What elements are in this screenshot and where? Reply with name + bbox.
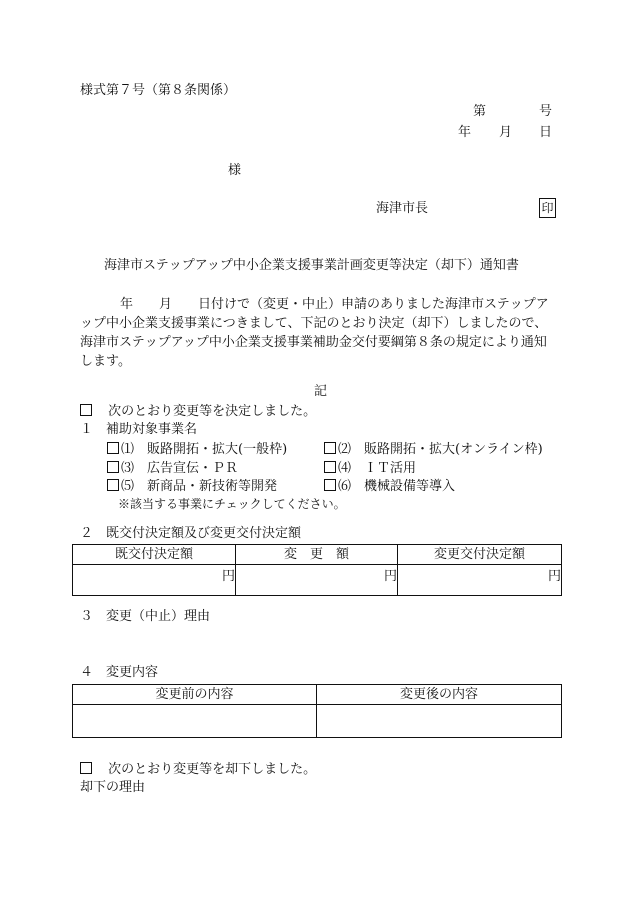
option-row — [107, 442, 287, 456]
issuer-name: 海津市長 — [376, 201, 429, 216]
section3-label: ３ 変更（中止）理由 — [80, 609, 211, 624]
reject-reason-label: 却下の理由 — [80, 780, 146, 795]
amount-header-change: 変 更 額 — [236, 545, 398, 565]
section1-label: １ 補助対象事業名 — [80, 422, 198, 437]
decision-row — [80, 404, 316, 418]
content-header-after: 変更後の内容 — [317, 685, 562, 705]
option-label-3: ⑶ 広告宣伝・ＰＲ — [121, 461, 239, 476]
body-line-3: 海津市ステップアップ中小企業支援事業補助金交付要綱第８条の規定により通知 — [80, 335, 547, 350]
doc-number-dai: 第 — [473, 104, 487, 119]
option-note: ※該当する事業にチェックしてください。 — [118, 497, 346, 511]
amount-cell-change[interactable]: 円 — [236, 565, 398, 596]
body-line-1: 年 月 日付けで（変更・中止）申請のありました海津市ステップア — [120, 297, 549, 312]
option-checkbox-5[interactable] — [107, 479, 119, 491]
date-day: 日 — [539, 125, 553, 140]
reject-row — [80, 762, 316, 776]
seal-stamp: 印 — [539, 198, 556, 218]
option-checkbox-6[interactable] — [324, 479, 336, 491]
option-label-2: ⑵ 販路開拓・拡大(オンライン枠) — [338, 442, 543, 457]
option-checkbox-2[interactable] — [324, 442, 336, 454]
doc-number-go: 号 — [539, 104, 553, 119]
option-label-5: ⑸ 新商品・新技術等開発 — [121, 479, 278, 494]
amount-cell-new[interactable]: 円 — [398, 565, 562, 596]
body-line-2: ップ中小企業支援事業につきまして、下記のとおり決定（却下）しましたので、 — [80, 316, 548, 331]
section4-label: ４ 変更内容 — [80, 665, 159, 680]
ki-heading: 記 — [314, 384, 328, 399]
section2-label: ２ 既交付決定額及び変更交付決定額 — [80, 526, 302, 541]
decision-label: 次のとおり変更等を決定しました。 — [108, 404, 317, 419]
option-label-1: ⑴ 販路開拓・拡大(一般枠) — [121, 442, 288, 457]
decision-checkbox[interactable] — [80, 404, 92, 416]
document-title: 海津市ステップアップ中小企業支援事業計画変更等決定（却下）通知書 — [104, 258, 519, 273]
reject-checkbox[interactable] — [80, 762, 92, 774]
option-label-4: ⑷ ＩＴ活用 — [338, 461, 417, 476]
option-row — [324, 479, 455, 493]
amount-cell-current[interactable]: 円 — [73, 565, 236, 596]
date-year: 年 — [458, 125, 472, 140]
option-row — [107, 461, 238, 475]
option-checkbox-4[interactable] — [324, 461, 336, 473]
amount-header-new: 変更交付決定額 — [398, 545, 562, 565]
body-paragraph — [80, 295, 580, 371]
amount-table — [72, 544, 562, 596]
content-cell-after[interactable] — [317, 705, 562, 738]
option-checkbox-1[interactable] — [107, 442, 119, 454]
option-label-6: ⑹ 機械設備等導入 — [338, 479, 456, 494]
option-row — [324, 442, 543, 456]
option-row — [324, 461, 416, 475]
addressee-suffix: 様 — [228, 163, 242, 178]
content-header-before: 変更前の内容 — [73, 685, 317, 705]
amount-header-current: 既交付決定額 — [73, 545, 236, 565]
date-month: 月 — [499, 125, 513, 140]
option-checkbox-3[interactable] — [107, 461, 119, 473]
reject-label: 次のとおり変更等を却下しました。 — [108, 762, 317, 777]
content-cell-before[interactable] — [73, 705, 317, 738]
body-line-4: します。 — [80, 354, 131, 369]
option-row — [107, 479, 277, 493]
form-number: 様式第７号（第８条関係） — [80, 83, 237, 98]
content-table — [72, 684, 562, 738]
